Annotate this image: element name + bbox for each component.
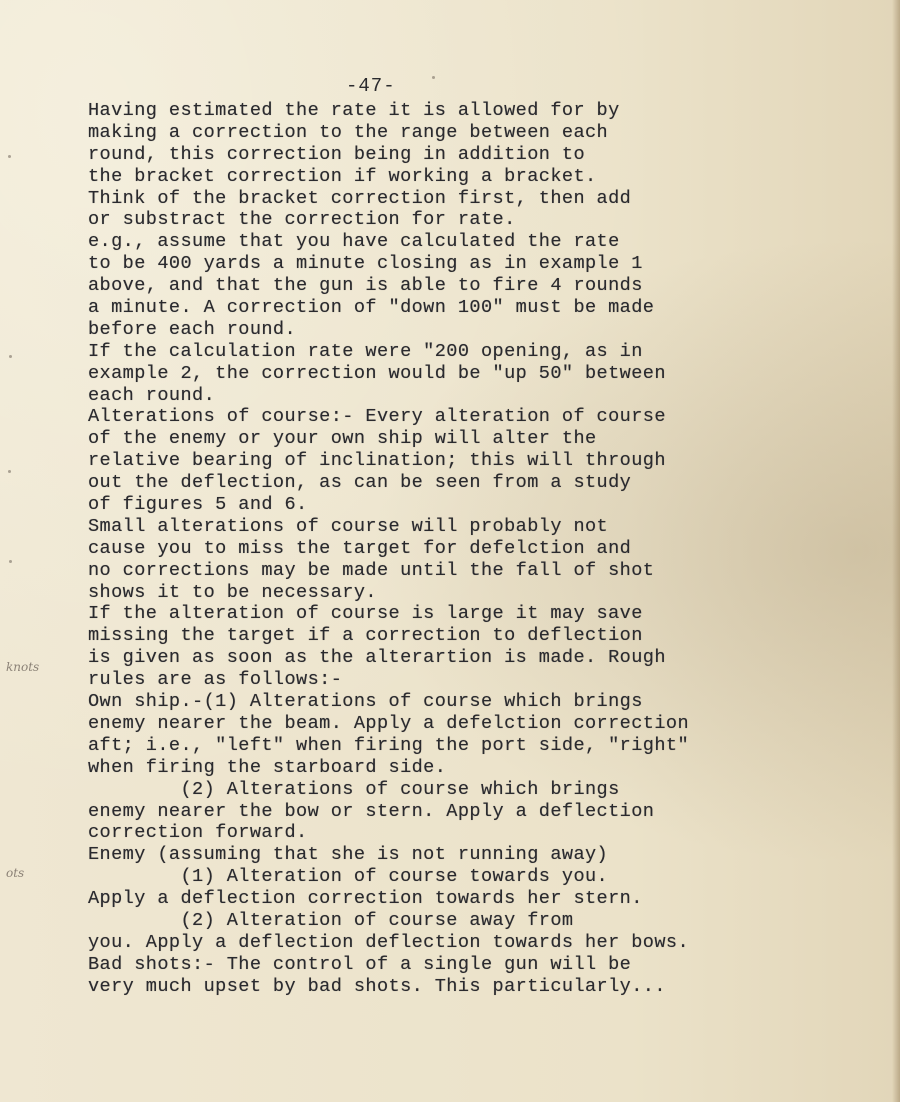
text-line: enemy nearer the beam. Apply a defelction correction bbox=[88, 712, 690, 734]
text-line: to be 400 yards a minute closing as in example 1 bbox=[88, 253, 643, 275]
text-line: the bracket correction if working a bracket. bbox=[88, 165, 597, 187]
text-line: e.g., assume that you have calculated the rate bbox=[88, 231, 620, 253]
text-line: missing the target if a correction to deflection bbox=[88, 625, 643, 647]
text-line: Small alterations of course will probably not bbox=[88, 515, 609, 537]
text-line: Having estimated the rate it is allowed for by bbox=[88, 100, 620, 121]
text-line: a minute. A correction of "down 100" must be made bbox=[88, 297, 655, 319]
text-line: aft; i.e., "left" when firing the port side, "right" bbox=[88, 734, 690, 756]
text-line: making a correction to the range between each bbox=[88, 121, 609, 143]
text-line: above, and that the gun is able to fire 4 rounds bbox=[88, 275, 643, 297]
text-line: no corrections may be made until the fall of shot bbox=[88, 559, 655, 581]
text-line: each round. bbox=[88, 384, 216, 406]
text-line: round, this correction being in addition to bbox=[88, 143, 585, 165]
margin-note-knots: knots bbox=[6, 660, 40, 674]
text-line: before each round. bbox=[88, 318, 297, 340]
text-line: is given as soon as the alterartion is made. Rough bbox=[88, 647, 666, 669]
text-line: example 2, the correction would be "up 50" between bbox=[88, 362, 666, 384]
page-number: -47- bbox=[346, 75, 396, 97]
text-line: cause you to miss the target for defelction and bbox=[88, 537, 632, 559]
text-line: Alterations of course:- Every alteration of course bbox=[88, 406, 666, 428]
text-line: out the deflection, as can be seen from a study bbox=[88, 472, 632, 494]
text-line: correction forward. bbox=[88, 822, 308, 844]
text-line: you. Apply a deflection deflection towards her bows. bbox=[88, 931, 690, 953]
text-line: If the alteration of course is large it may save bbox=[88, 603, 643, 625]
text-line: Bad shots:- The control of a single gun will be bbox=[88, 953, 632, 975]
text-line: (1) Alteration of course towards you. bbox=[88, 866, 609, 888]
text-line: Apply a deflection correction towards her stern. bbox=[88, 888, 643, 910]
text-line: shows it to be necessary. bbox=[88, 581, 377, 603]
paper-speck bbox=[8, 470, 11, 473]
text-line: relative bearing of inclination; this will through bbox=[88, 450, 666, 472]
text-line: of the enemy or your own ship will alter the bbox=[88, 428, 597, 450]
text-line: If the calculation rate were "200 opening, as in bbox=[88, 340, 643, 362]
text-line: (2) Alterations of course which brings bbox=[88, 778, 620, 800]
text-line: rules are as follows:- bbox=[88, 669, 343, 691]
paper-speck bbox=[8, 155, 11, 158]
text-line: when firing the starboard side. bbox=[88, 756, 447, 778]
paper-speck bbox=[9, 560, 12, 563]
paper-speck bbox=[9, 355, 12, 358]
text-line: enemy nearer the bow or stern. Apply a deflection bbox=[88, 800, 655, 822]
text-line: (2) Alteration of course away from bbox=[88, 909, 574, 931]
typed-text-body bbox=[88, 100, 778, 998]
text-line: or substract the correction for rate. bbox=[88, 209, 516, 231]
text-line: Enemy (assuming that she is not running away) bbox=[88, 844, 609, 866]
text-line: of figures 5 and 6. bbox=[88, 494, 308, 516]
text-line: Think of the bracket correction first, then add bbox=[88, 187, 632, 209]
text-line: very much upset by bad shots. This particularly... bbox=[88, 975, 666, 997]
text-line: Own ship.-(1) Alterations of course which brings bbox=[88, 691, 643, 713]
margin-note-ots: ots bbox=[6, 866, 25, 880]
paper-speck bbox=[432, 76, 435, 79]
page-edge-shadow bbox=[892, 0, 900, 1102]
